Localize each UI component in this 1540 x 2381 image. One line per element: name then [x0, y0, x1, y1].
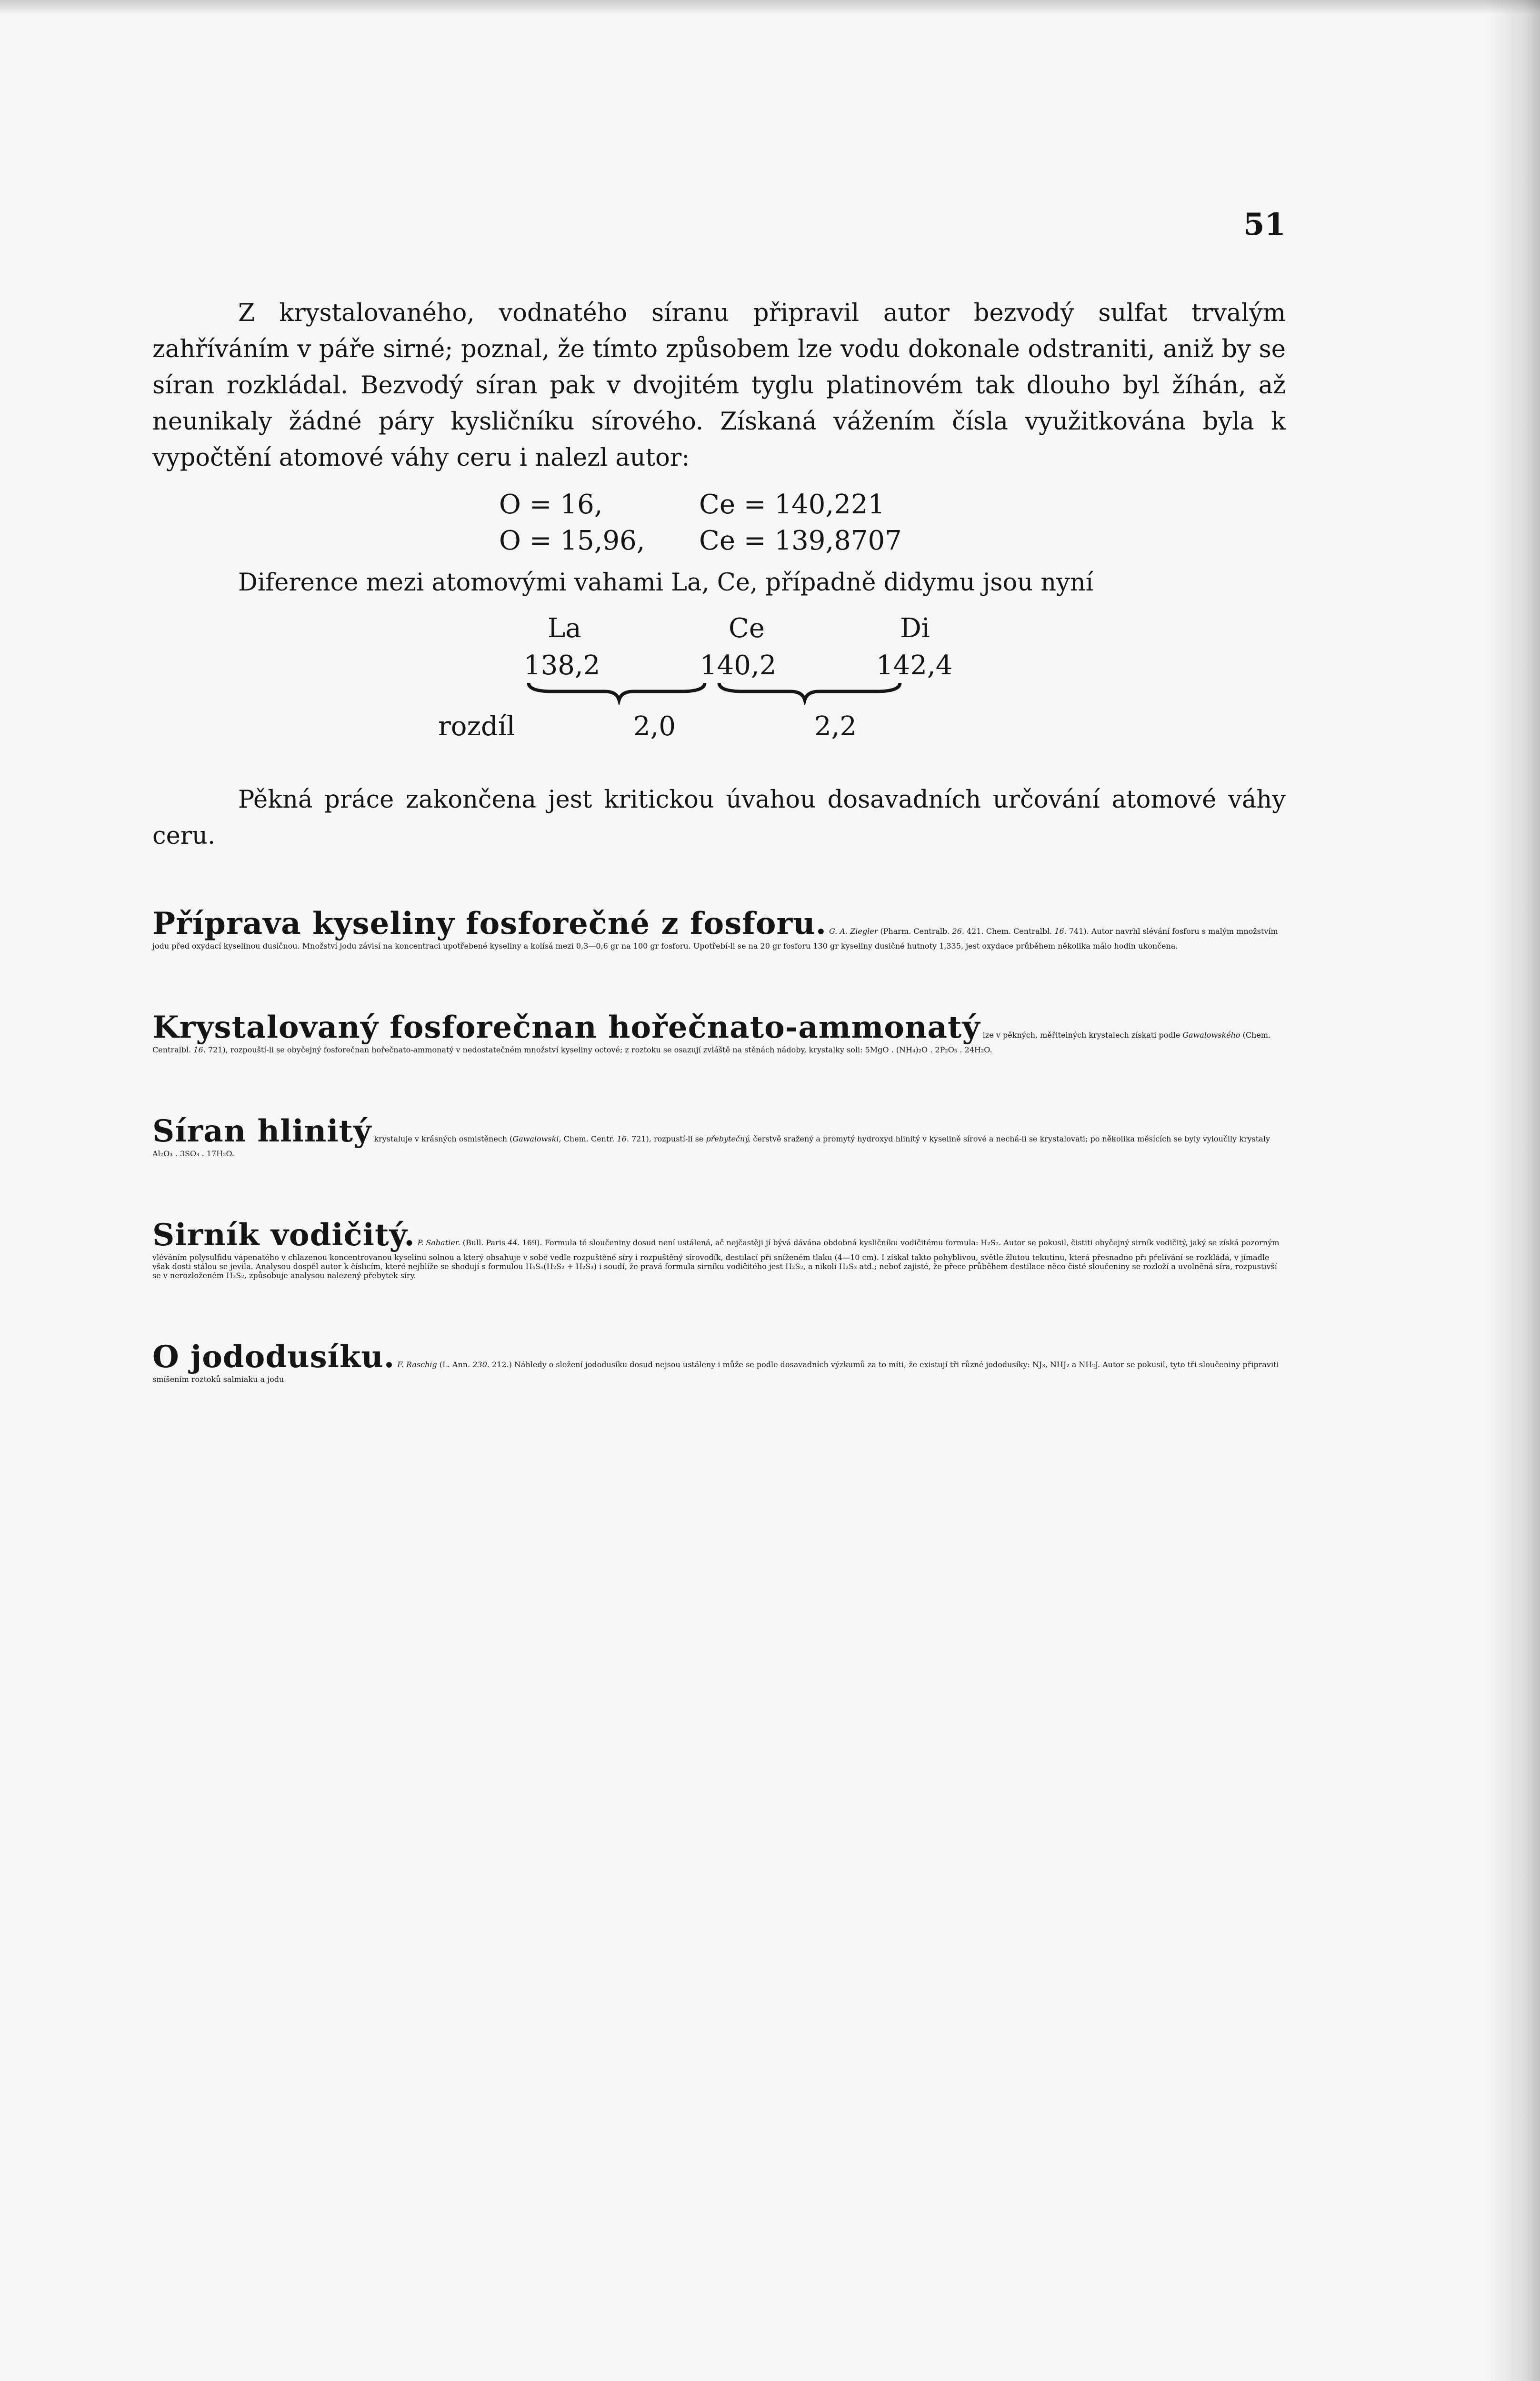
- chemical-formula: 5MgO . (NH₄)₂O . 2P₂O₅ . 24H₂O.: [865, 1045, 992, 1054]
- difference-ce-di: 2,2: [814, 711, 857, 742]
- equation-row: [152, 523, 1286, 559]
- section-text: (L. Ann.: [437, 1360, 473, 1369]
- page-number: 51: [1243, 207, 1286, 242]
- equation-cerium: Ce = 139,8707: [699, 525, 902, 556]
- value-ce: 140,2: [700, 650, 777, 681]
- scan-top-shadow: [0, 0, 1540, 14]
- label-la: La: [548, 613, 581, 644]
- section-text: . 721), rozpouští-li se obyčejný fosforečnan hořečnato-ammonatý v nedostatečném množství kyseliny octové; z roztoku se osazují zvláště na stěnách nádoby, krystalky soli:: [203, 1045, 865, 1054]
- section-author: Gawalowski,: [512, 1134, 561, 1143]
- label-ce: Ce: [729, 613, 765, 644]
- difference-paragraph: Diference mezi atomovými vahami La, Ce, případně didymu jsou nyní: [238, 569, 1094, 597]
- equation-cerium: Ce = 140,221: [699, 489, 885, 520]
- section-text: (Bull. Paris: [460, 1238, 508, 1247]
- section-text: . 421. Chem. Centralbl.: [961, 927, 1055, 936]
- scan-edge-shadow: [1488, 0, 1540, 2381]
- conclusion-paragraph: Pěkná práce zakončena jest kritickou úvahou dosavadních určování atomové váhy ceru.: [152, 786, 1286, 850]
- section-text: krystaluje v krásných osmistěnech (: [371, 1134, 513, 1143]
- section-title: O jododusíku.: [152, 1339, 395, 1375]
- page-content: [152, 295, 1286, 1391]
- difference-la-ce: 2,0: [633, 711, 676, 742]
- difference-row-label: rozdíl: [438, 711, 515, 742]
- volume-number: 230: [472, 1360, 487, 1369]
- emphasis: přebytečný,: [706, 1134, 751, 1143]
- brace-la-ce: [529, 683, 705, 700]
- value-la: 138,2: [524, 650, 600, 681]
- section-text: Chem. Centr.: [561, 1134, 617, 1143]
- section-author: Gawalowského: [1182, 1030, 1240, 1040]
- volume-number: 16: [617, 1134, 627, 1143]
- equation-row: [152, 487, 1286, 523]
- section-title: Síran hlinitý: [152, 1113, 372, 1149]
- volume-number: 26: [952, 927, 962, 936]
- volume-number: 44: [508, 1238, 518, 1247]
- volume-number: 16: [193, 1045, 203, 1054]
- intro-paragraph: Z krystalovaného, vodnatého síranu připravil autor bezvodý sulfat trvalým zahříváním v páře sirné; poznal, že tímto způsobem lze vodu dokonale odstraniti, aniž by se síran rozkládal. Bezvodý síran pak v dvojitém tyglu platinovém tak dlouho byl žíhán, až neunikaly žádné páry kysličníku sírového. Získaná vážením čísla využitkována byla k vypočtění atomové váhy ceru i nalezl autor:: [152, 299, 1286, 472]
- equation-oxygen: O = 15,96,: [499, 525, 645, 556]
- section-text: lze v pěkných, měřitelných krystalech získati podle: [980, 1030, 1183, 1040]
- section-text: (Pharm. Centralb.: [878, 927, 952, 936]
- value-di: 142,4: [876, 650, 953, 681]
- volume-number: 16: [1054, 927, 1064, 936]
- section-author: P. Sabatier.: [417, 1238, 460, 1247]
- section-title: Příprava kyseliny fosforečné z fosforu.: [152, 906, 827, 941]
- section-title: Sirník vodičitý.: [152, 1217, 415, 1253]
- section-text: . 169). Formula té sloučeniny dosud není ustálená, ač nejčastěji jí bývá dávána obdobná kysličníku vodičitému formula: H₂S₂. Autor se pokusil, čistiti obyčejný sirník vodičitý, jaký se získá pozorným vléváním polysulfidu vápenatého v chlazenou koncentrovanou kyselinu solnou a který obsahuje v sobě vedle rozpuštěné síry i rozpuštěný sírovodík, destilací při sníženém tlaku (4—10 cm). I získal takto pohyblivou, světle žlutou tekutinu, která přesnadno při přelívání se rozkládá, v jímadle však dosti stálou se jevila. Analysou dospěl autor k číslicím, které nejblíže se shodují s formulou H₄S₅(H₂S₂ + H₂S₃) i soudí, že pravá formula sirníku vodičitého jest H₂S₂, a nikoli H₂S₃ atd.; neboť zajisté, že přece průběhem destilace něco čisté sloučeniny se rozloží a uvolněná síra, rozpustivší se v nerozloženém H₂S₂, způsobuje analysou nalezený přebytek síry.: [152, 1238, 1280, 1280]
- atomic-weight-difference-table: [152, 606, 1286, 749]
- chemical-formula: Al₂O₃ . 3SO₃ . 17H₂O.: [152, 1149, 234, 1158]
- section-text: . 212.) Náhledy o složení jododusíku dosud nejsou ustáleny i může se podle dosavadních výzkumů za to míti, že existují tři různé jododusíky: NJ₃, NHJ₂ a NH₂J. Autor se pokusil, tyto tři sloučeniny připraviti smíšením roztoků salmiaku a jodu: [152, 1360, 1279, 1384]
- difference-braces: [524, 681, 905, 705]
- section-author: F. Raschig: [397, 1360, 437, 1369]
- section-text: . 741). Autor navrhl slévání fosforu s malým množstvím jodu před oxydací kyselinou dusičnou. Množství jodu závisí na koncentraci upotřebené kyseliny a kolísá mezi 0,3—0,6 gr na 100 gr fosforu. Upotřebí-li se na 20 gr fosforu 130 gr kyseliny dusičné hutnoty 1,335, jest oxydace průběhem několika málo hodin ukončena.: [152, 927, 1278, 950]
- label-di: Di: [900, 613, 930, 644]
- atomic-weight-equations: [152, 487, 1286, 559]
- section-text: (Chem. Centralbl.: [152, 1030, 1271, 1054]
- section-text: . 721), rozpustí-li se: [626, 1134, 706, 1143]
- section-author: G. A. Ziegler: [829, 927, 878, 936]
- equation-oxygen: O = 16,: [499, 489, 603, 520]
- brace-ce-di: [719, 683, 900, 700]
- section-text: čerstvě sražený a promytý hydroxyd hlinitý v kyselině sírové a nechá-li se krystalovati; po několika měsících se byly vyloučily krystaly: [750, 1134, 1270, 1143]
- section-title: Krystalovaný fosforečnan hořečnato-ammonatý: [152, 1010, 980, 1045]
